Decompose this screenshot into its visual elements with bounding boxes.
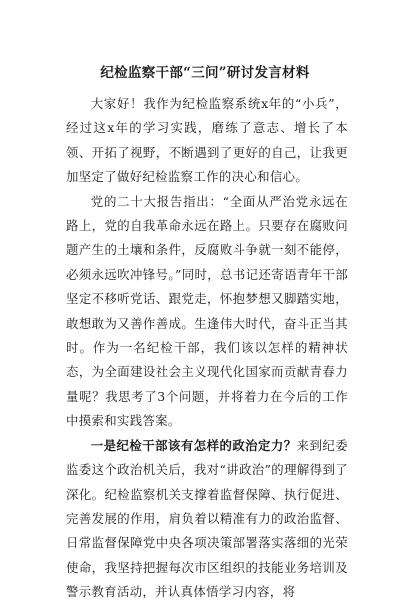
paragraph-text: 大家好！我作为纪检监察系统x年的“小兵”，经过这x年的学习实践，磨练了意志、增长了本领、开拓了视野，不断遇到了更好的自己，让我更加坚定了做好纪检监察工作的决心和信心。 [66,96,348,185]
document-body [66,92,348,605]
paragraph-report-quote [66,190,348,434]
paragraph-lead-heading: 一是纪检干部该有怎样的政治定力？ [90,437,297,453]
paragraph-greeting [66,92,348,190]
paragraph-text: 党的二十大报告指出：“全面从严治党永远在路上，党的自我革命永远在路上。只要存在腐败问题产生的土壤和条件，反腐败斗争就一刻不能停，必须永远吹冲锋号。”同时，总书记还寄语青年干部坚定不移听党话、跟党走，怀抱梦想又脚踏实地，敢想敢为又善作善成。生逢伟大时代，奋斗正当其时。作为一名纪检干部，我们该以怎样的精神状态，为全面建设社会主义现代化国家而贡献青春力量呢？我思考了3个问题，并将着力在今后的工作中摸索和实践答案。 [66,193,348,429]
paragraph-text: 来到纪委监委这个政治机关后，我对“讲政治”的理解得到了深化。纪检监察机关支撑着监督保障、执行促进、完善发展的作用，肩负着以精准有力的政治监督、日常监督保障党中央各项决策部署落实落细的光荣使命，我坚持把握每次市区组织的技能业务培训及警示教育活动，并认真体悟学习内容，将 [66,437,348,600]
paragraph-political-focus [66,434,348,605]
document-title: 纪检监察干部“三问”研讨发言材料 [100,65,310,81]
